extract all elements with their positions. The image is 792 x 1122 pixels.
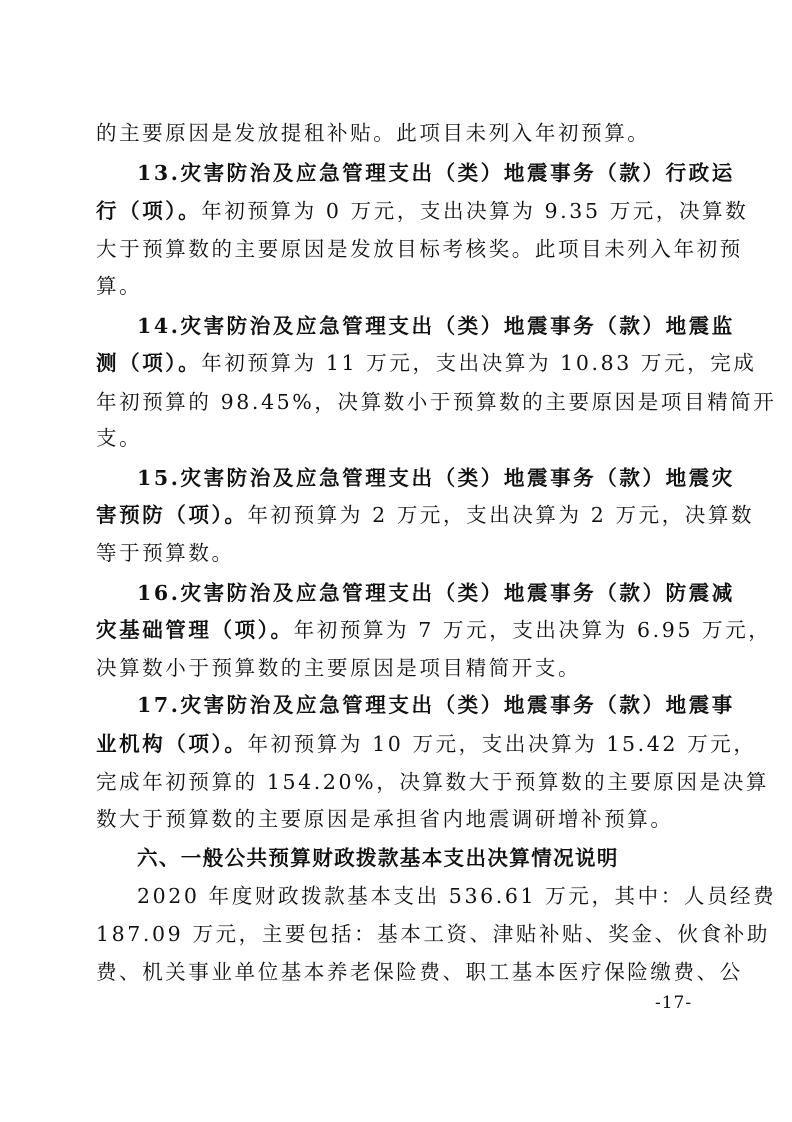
text-line: 的主要原因是发放提租补贴。此项目未列入年初预算。 bbox=[96, 121, 651, 145]
text-line: 测（项）。年初预算为 11 万元，支出决算为 10.83 万元，完成 bbox=[96, 351, 757, 375]
text-line: 年初预算的 98.45%，决算数小于预算数的主要原因是项目精简开 bbox=[96, 390, 777, 414]
text-line: 数大于预算数的主要原因是承担省内地震调研增补预算。 bbox=[96, 807, 674, 831]
text-line: 灾基础管理（项）。年初预算为 7 万元，支出决算为 6.95 万元， bbox=[96, 618, 772, 642]
text-line: 大于预算数的主要原因是发放目标考核奖。此项目未列入年初预 bbox=[96, 237, 743, 261]
section-heading-16: 16.灾害防治及应急管理支出（类）地震事务（款）防震减 bbox=[137, 581, 735, 605]
text-line: 完成年初预算的 154.20%，决算数大于预算数的主要原因是决算 bbox=[96, 770, 769, 794]
section-heading-14: 14.灾害防治及应急管理支出（类）地震事务（款）地震监 bbox=[137, 314, 735, 338]
text-line: 187.09 万元，主要包括：基本工资、津贴补贴、奖金、伙食补助 bbox=[96, 922, 770, 946]
text-line: 行（项）。年初预算为 0 万元，支出决算为 9.35 万元，决算数 bbox=[96, 199, 749, 223]
text-line: 2020 年度财政拨款基本支出 536.61 万元，其中：人员经费 bbox=[137, 884, 777, 908]
text-line: 算。 bbox=[96, 274, 143, 298]
section-heading-15: 15.灾害防治及应急管理支出（类）地震事务（款）地震灾 bbox=[137, 466, 735, 490]
text-line: 等于预算数。 bbox=[96, 541, 235, 565]
text-line: 支。 bbox=[96, 426, 143, 450]
text-line: 业机构（项）。年初预算为 10 万元，支出决算为 15.42 万元， bbox=[96, 732, 757, 756]
section-heading-13: 13.灾害防治及应急管理支出（类）地震事务（款）行政运 bbox=[137, 161, 735, 185]
text-line: 害预防（项）。年初预算为 2 万元，支出决算为 2 万元，决算数 bbox=[96, 503, 755, 527]
page-number: -17- bbox=[655, 993, 693, 1013]
text-line: 决算数小于预算数的主要原因是项目精简开支。 bbox=[96, 656, 582, 680]
section-heading-17: 17.灾害防治及应急管理支出（类）地震事务（款）地震事 bbox=[137, 693, 735, 717]
section-heading-6: 六、一般公共预算财政拨款基本支出决算情况说明 bbox=[137, 846, 619, 870]
text-line: 费、机关事业单位基本养老保险费、职工基本医疗保险缴费、公 bbox=[96, 960, 743, 984]
